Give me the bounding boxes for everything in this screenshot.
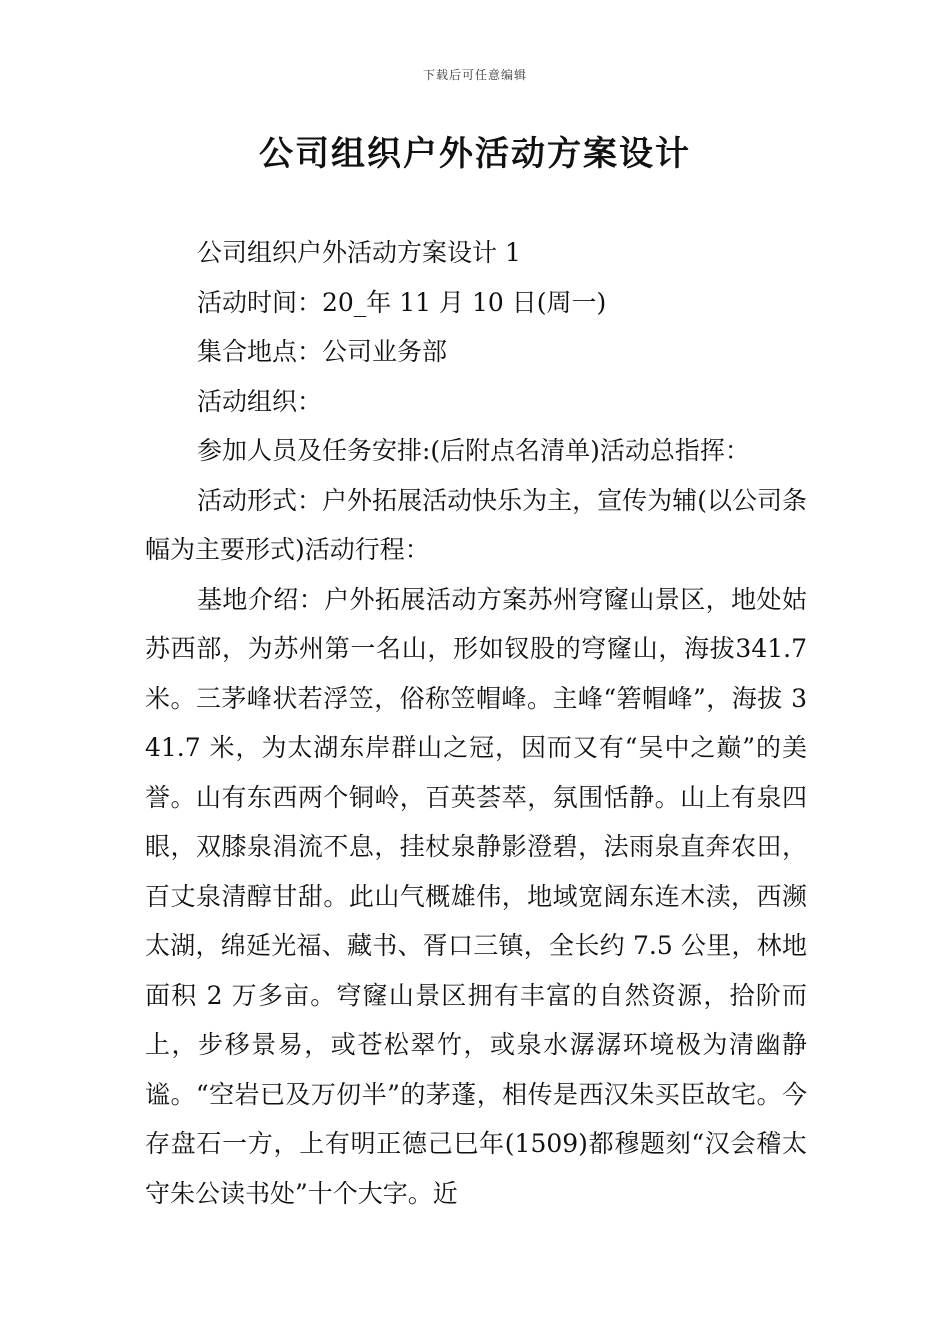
document-body — [145, 228, 807, 1218]
paragraph-heading: 公司组织户外活动方案设计 1 — [197, 238, 521, 267]
paragraph-activity-time: 活动时间：20_年 11 月 10 日(周一) — [197, 287, 607, 317]
paragraph-base-introduction: 基地介绍：户外拓展活动方案苏州穹窿山景区，地处姑苏西部，为苏州第一名山，形如钗股的穹窿山，海拔341.7 米。三茅峰状若浮笠，俗称笠帽峰。主峰“箬帽峰”，海拔 341.7 米，为太湖东岸群山之冠，因而又有“吴中之巅”的美誉。山有东西两个铜岭，百英荟萃，氛围恬静。山上有泉四眼，双膝泉涓流不息，挂杖泉静影澄碧，法雨泉直奔农田，百丈泉清醇甘甜。此山气概雄伟，地域宽阔东连木渎，西濒太湖，绵延光福、藏书、胥口三镇，全长约 7.5 公里，林地面积 2 万多亩。穹窿山景区拥有丰富的自然资源，拾阶而上，步移景易，或苍松翠竹，或泉水潺潺环境极为清幽静谧。“空岩已及万仞半”的茅蓬，相传是西汉朱买臣故宅。今存盘石一方，上有明正德己巳年(1509)都穆题刻“汉会稽太守朱公读书处”十个大字。近 — [145, 584, 807, 1208]
paragraph-participants: 参加人员及任务安排:(后附点名清单)活动总指挥： — [197, 436, 750, 465]
paragraph-activity-form: 活动形式：户外拓展活动快乐为主，宣传为辅(以公司条幅为主要形式)活动行程： — [145, 485, 807, 564]
paragraph-organization: 活动组织： — [197, 386, 323, 416]
header-note: 下载后可任意编辑 — [422, 68, 527, 82]
document-title: 公司组织户外活动方案设计 — [259, 134, 691, 174]
paragraph-meeting-place: 集合地点：公司业务部 — [197, 337, 448, 366]
